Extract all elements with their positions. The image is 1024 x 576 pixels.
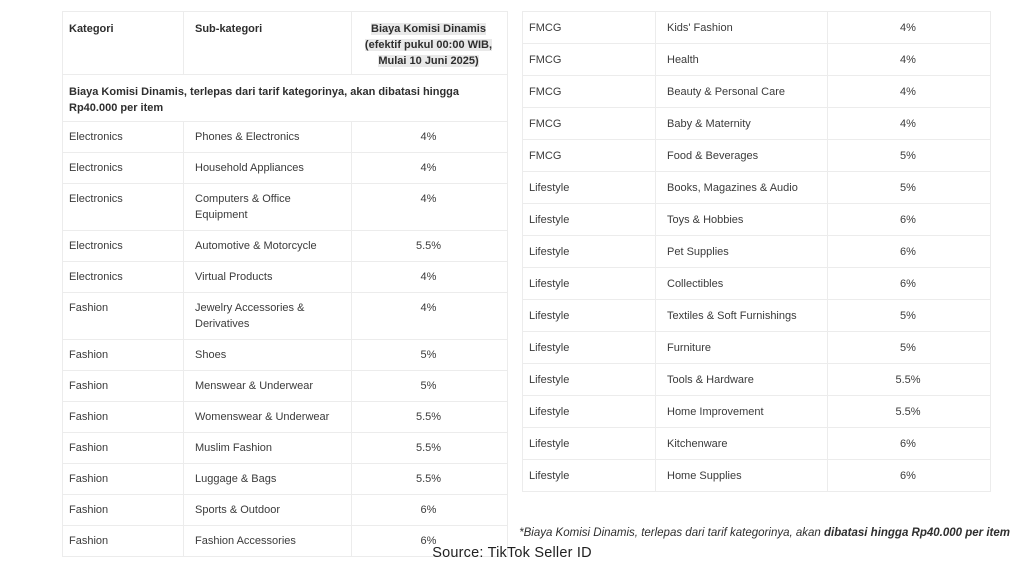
subcategory-cell: Textiles & Soft Furnishings: [656, 300, 828, 332]
subcategory-cell: Kids' Fashion: [656, 12, 828, 44]
table-row: [523, 12, 991, 44]
rate-cell: 5.5%: [828, 396, 991, 428]
table-row: [523, 460, 991, 492]
rate-cell: 6%: [828, 428, 991, 460]
rate-cell: 5.5%: [352, 464, 508, 495]
table-row: [523, 76, 991, 108]
table-row: [523, 108, 991, 140]
category-cell: Lifestyle: [523, 428, 656, 460]
subcategory-cell: Automotive & Motorcycle: [184, 231, 352, 262]
subcategory-cell: Muslim Fashion: [184, 433, 352, 464]
category-cell: Electronics: [63, 153, 184, 184]
table-row: [523, 364, 991, 396]
subcategory-cell: Household Appliances: [184, 153, 352, 184]
subcategory-cell: Home Improvement: [656, 396, 828, 428]
rate-cell: 4%: [828, 76, 991, 108]
subcategory-cell: Phones & Electronics: [184, 122, 352, 153]
rate-cell: 5%: [828, 140, 991, 172]
table-row: [63, 184, 508, 231]
table-row: [63, 464, 508, 495]
table-row: [63, 153, 508, 184]
subcategory-cell: Womenswear & Underwear: [184, 402, 352, 433]
biaya-header-line-2: (efektif pukul 00:00 WIB,: [364, 39, 493, 51]
subcategory-cell: Toys & Hobbies: [656, 204, 828, 236]
table-row: [523, 428, 991, 460]
table-row: [63, 231, 508, 262]
table-row: [63, 122, 508, 153]
rate-cell: 6%: [828, 460, 991, 492]
table-row: [523, 300, 991, 332]
subcategory-cell: Health: [656, 44, 828, 76]
table-row: [63, 340, 508, 371]
column-header-sub-kategori: Sub-kategori: [184, 12, 352, 75]
category-cell: Lifestyle: [523, 204, 656, 236]
biaya-header-line-1: Biaya Komisi Dinamis: [371, 23, 486, 35]
subcategory-cell: Baby & Maternity: [656, 108, 828, 140]
note-row: [63, 75, 508, 122]
subcategory-cell: Kitchenware: [656, 428, 828, 460]
rate-cell: 6%: [352, 526, 508, 557]
footnote: [0, 526, 1010, 540]
rate-cell: 6%: [352, 495, 508, 526]
category-cell: Fashion: [63, 402, 184, 433]
commission-table-left: [62, 11, 508, 557]
source-attribution: Source: TikTok Seller ID: [432, 545, 592, 561]
rate-cell: 5.5%: [352, 231, 508, 262]
table-row: [63, 293, 508, 340]
subcategory-cell: Jewelry Accessories & Derivatives: [184, 293, 352, 340]
table-row: [523, 172, 991, 204]
footnote-text: *Biaya Komisi Dinamis, terlepas dari tarif kategorinya, akan: [519, 526, 825, 539]
rate-cell: 6%: [828, 268, 991, 300]
rate-cell: 6%: [828, 236, 991, 268]
category-cell: FMCG: [523, 44, 656, 76]
rate-cell: 4%: [352, 293, 508, 340]
category-cell: Fashion: [63, 433, 184, 464]
table-row: [523, 332, 991, 364]
subcategory-cell: Food & Beverages: [656, 140, 828, 172]
commission-table-right: [522, 11, 991, 492]
table-row: [63, 433, 508, 464]
table-row: [63, 262, 508, 293]
subcategory-cell: Home Supplies: [656, 460, 828, 492]
rate-cell: 5.5%: [352, 402, 508, 433]
category-cell: Electronics: [63, 122, 184, 153]
rate-cell: 4%: [352, 184, 508, 231]
rate-cell: 5%: [352, 340, 508, 371]
rate-cell: 4%: [352, 262, 508, 293]
category-cell: Fashion: [63, 371, 184, 402]
category-cell: FMCG: [523, 140, 656, 172]
subcategory-cell: Menswear & Underwear: [184, 371, 352, 402]
category-cell: Lifestyle: [523, 268, 656, 300]
category-cell: Electronics: [63, 184, 184, 231]
subcategory-cell: Shoes: [184, 340, 352, 371]
category-cell: Lifestyle: [523, 300, 656, 332]
category-cell: FMCG: [523, 108, 656, 140]
category-cell: Lifestyle: [523, 364, 656, 396]
footnote-bold-text: dibatasi hingga Rp40.000 per item: [824, 526, 1010, 539]
category-cell: Electronics: [63, 262, 184, 293]
rate-cell: 4%: [352, 153, 508, 184]
table-row: [63, 402, 508, 433]
rate-cell: 5.5%: [352, 433, 508, 464]
subcategory-cell: Books, Magazines & Audio: [656, 172, 828, 204]
table-row: [63, 495, 508, 526]
subcategory-cell: Furniture: [656, 332, 828, 364]
subcategory-cell: Luggage & Bags: [184, 464, 352, 495]
category-cell: Fashion: [63, 464, 184, 495]
column-header-biaya-komisi: [352, 12, 508, 75]
category-cell: FMCG: [523, 76, 656, 108]
note-text: Biaya Komisi Dinamis, terlepas dari tarif kategorinya, akan dibatasi hingga Rp40.000 per item: [63, 75, 508, 122]
category-cell: Lifestyle: [523, 172, 656, 204]
category-cell: Lifestyle: [523, 460, 656, 492]
subcategory-cell: Pet Supplies: [656, 236, 828, 268]
category-cell: Fashion: [63, 526, 184, 557]
subcategory-cell: Computers & Office Equipment: [184, 184, 352, 231]
rate-cell: 4%: [828, 108, 991, 140]
subcategory-cell: Tools & Hardware: [656, 364, 828, 396]
category-cell: Lifestyle: [523, 396, 656, 428]
column-header-kategori: Kategori: [63, 12, 184, 75]
subcategory-cell: Virtual Products: [184, 262, 352, 293]
table-row: [63, 371, 508, 402]
table-row: [523, 396, 991, 428]
category-cell: Fashion: [63, 293, 184, 340]
category-cell: Lifestyle: [523, 236, 656, 268]
table-row: [523, 268, 991, 300]
category-cell: Electronics: [63, 231, 184, 262]
rate-cell: 4%: [828, 44, 991, 76]
category-cell: Lifestyle: [523, 332, 656, 364]
rate-cell: 5%: [828, 172, 991, 204]
rate-cell: 4%: [828, 12, 991, 44]
rate-cell: 5.5%: [828, 364, 991, 396]
biaya-header-line-3: Mulai 10 Juni 2025): [378, 55, 479, 67]
subcategory-cell: Beauty & Personal Care: [656, 76, 828, 108]
rate-cell: 4%: [352, 122, 508, 153]
rate-cell: 6%: [828, 204, 991, 236]
subcategory-cell: Sports & Outdoor: [184, 495, 352, 526]
table-row: [523, 236, 991, 268]
rate-cell: 5%: [352, 371, 508, 402]
category-cell: Fashion: [63, 340, 184, 371]
rate-cell: 5%: [828, 332, 991, 364]
table-row: [523, 140, 991, 172]
header-row: [63, 12, 508, 75]
category-cell: Fashion: [63, 495, 184, 526]
subcategory-cell: Fashion Accessories: [184, 526, 352, 557]
category-cell: FMCG: [523, 12, 656, 44]
subcategory-cell: Collectibles: [656, 268, 828, 300]
table-row: [523, 204, 991, 236]
rate-cell: 5%: [828, 300, 991, 332]
table-row: [523, 44, 991, 76]
